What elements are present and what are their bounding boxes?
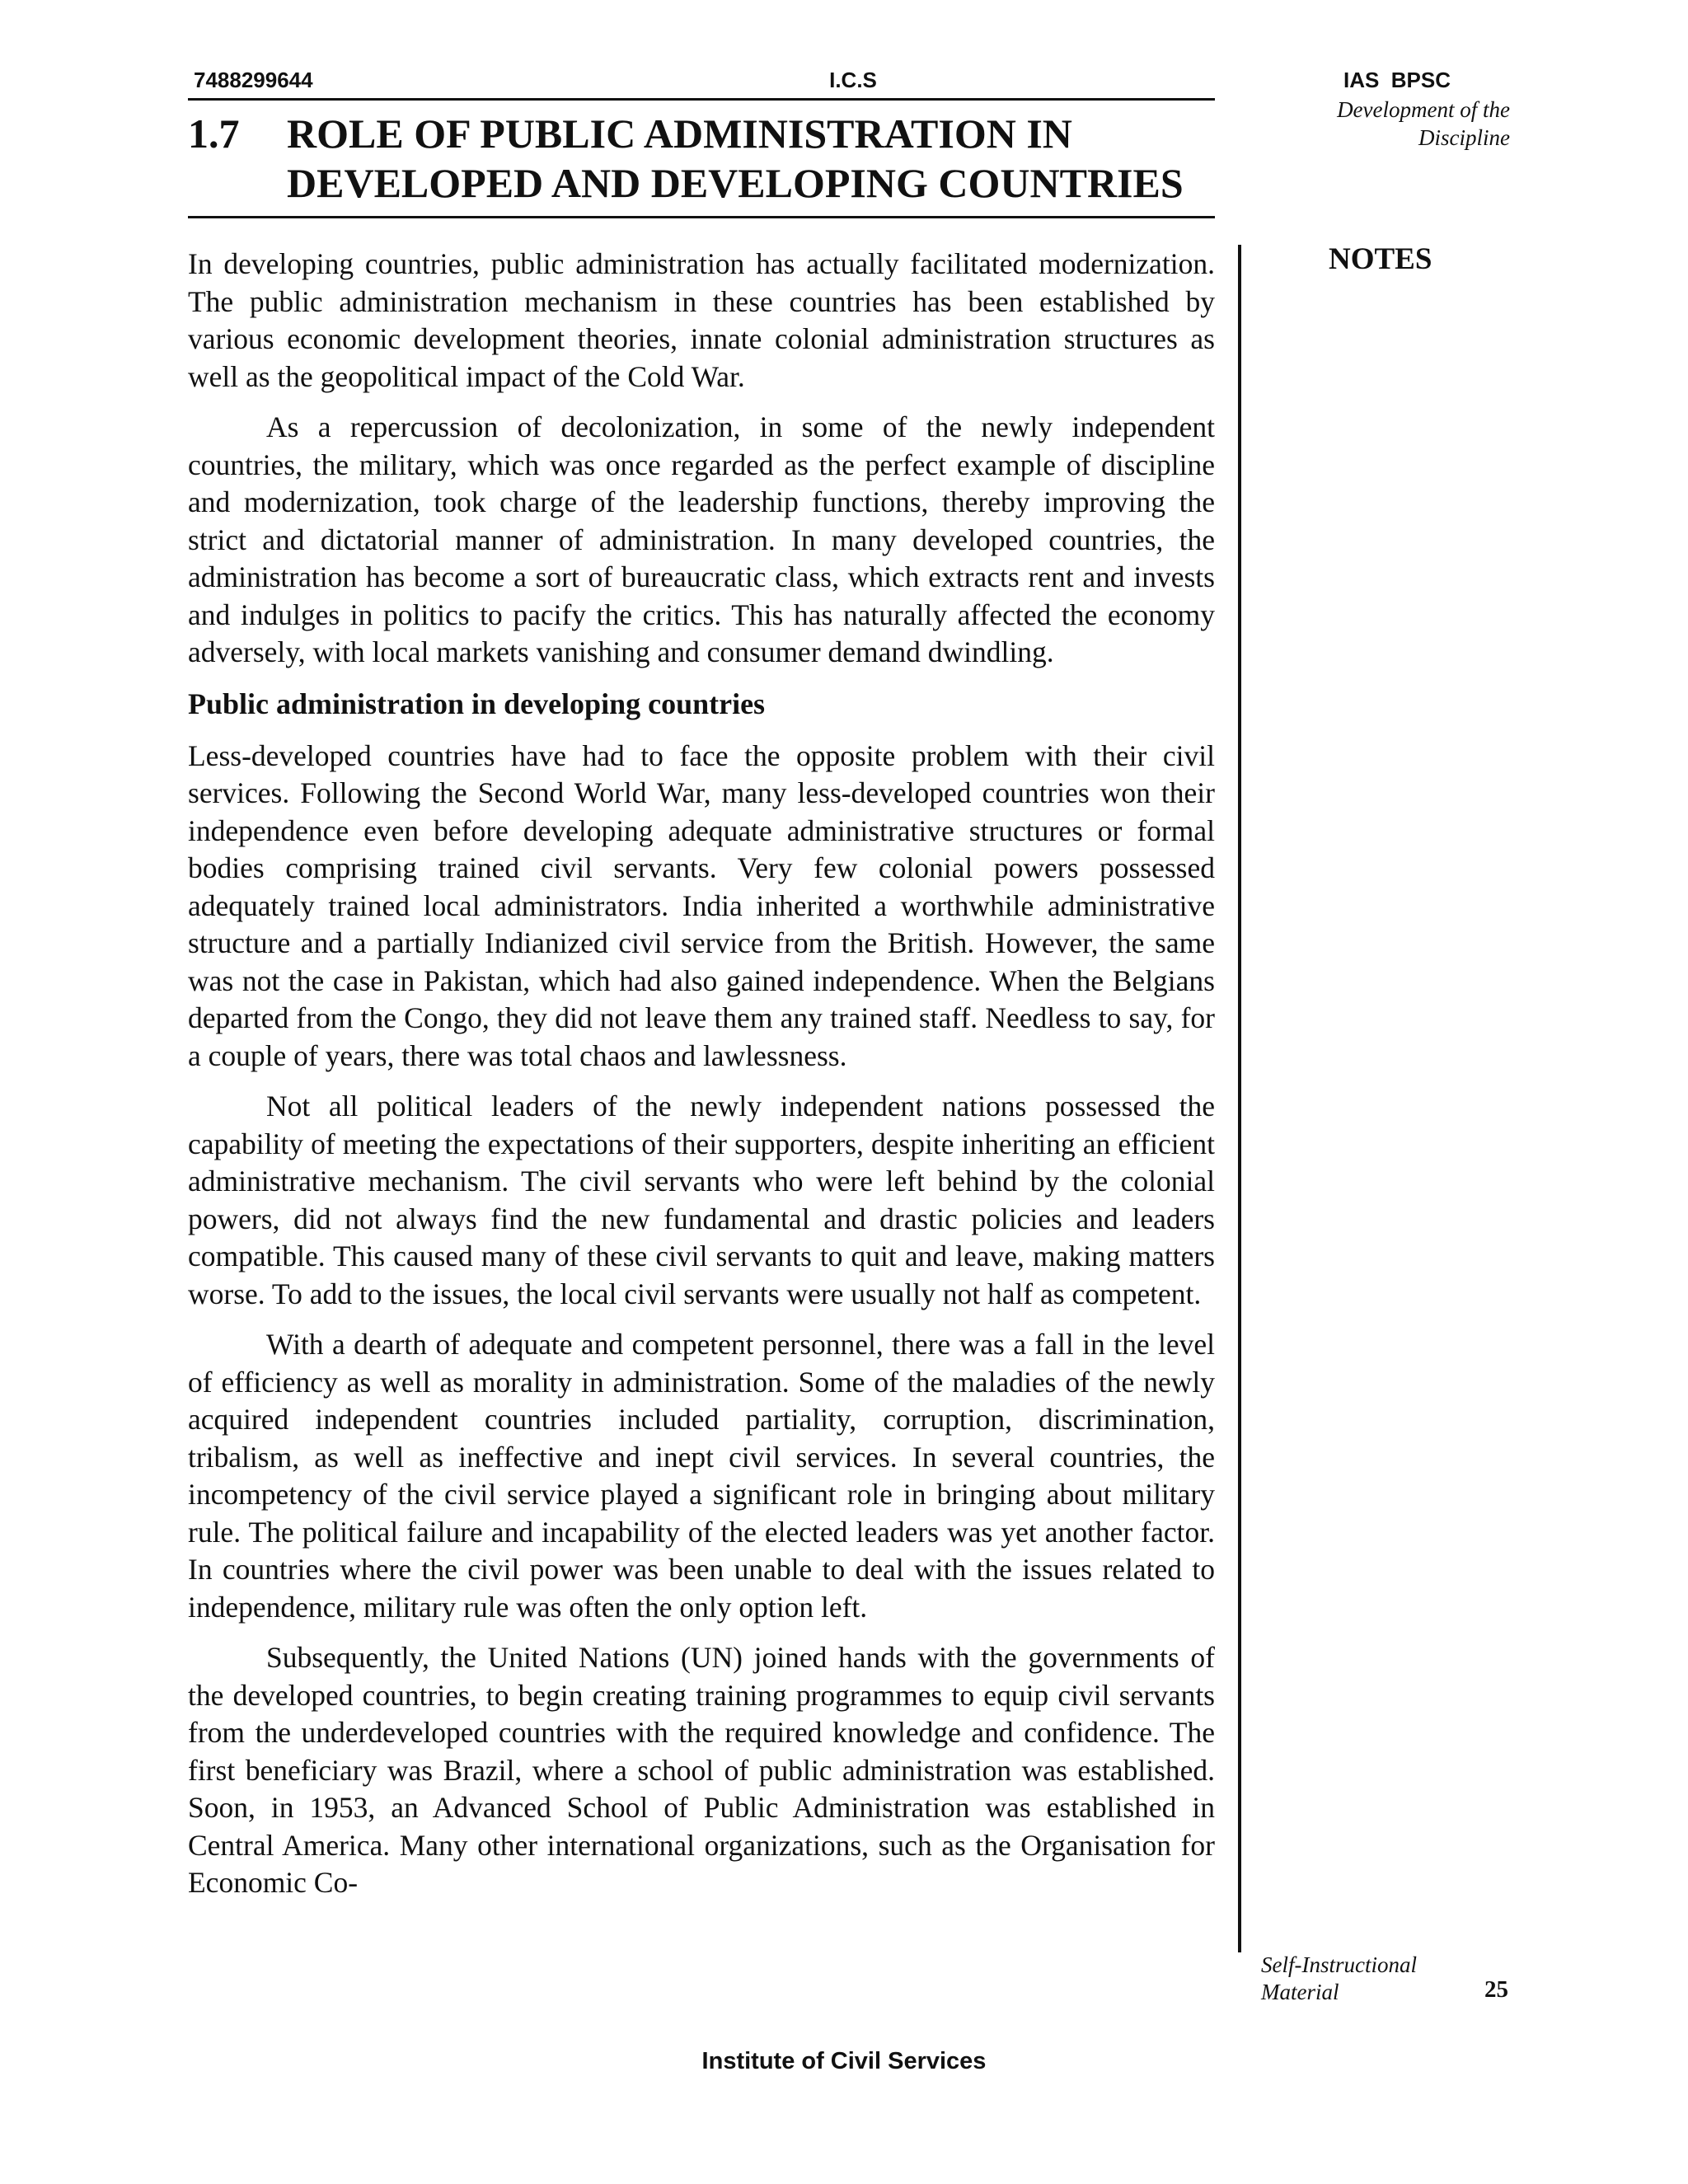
margin-chapter-title-line2: Discipline: [1418, 125, 1510, 150]
section-number: 1.7: [188, 110, 240, 157]
margin-footer-line2: Material: [1261, 1980, 1339, 2004]
header-rule: [188, 98, 1215, 101]
header-center-title: I.C.S: [829, 68, 877, 92]
section-title-text: [287, 109, 1218, 208]
title-rule: [188, 216, 1215, 218]
margin-divider: [1238, 245, 1241, 1952]
margin-footer: [1261, 1952, 1417, 2006]
paragraph-5: With a dearth of adequate and competent personnel, there was a fall in the level of efficiency as well as morality in administration. Some of the maladies of the newly acquired independent countries included partiality, corruption, discrimination, tribalism, as well as ineffective and inept civil services. In several countries, the incompetency of the civil service played a significant role in bringing about military rule. The political failure and incapability of the elected leaders was yet another factor. In countries where the civil power was been unable to deal with the issues related to independence, military rule was often the only option left.: [188, 1328, 1215, 1624]
paragraph-6: Subsequently, the United Nations (UN) joined hands with the governments of the developed countries, to begin creating training programmes to equip civil servants from the underdeveloped countries with the required knowledge and confidence. The first beneficiary was Brazil, where a school of public administration was established. Soon, in 1953, an Advanced School of Public Administration was established in Central America. Many other international organizations, such as the Organisation for Economic Co-: [188, 1641, 1215, 1899]
body-text: [188, 246, 1215, 1915]
margin-chapter-title-line1: Development of the: [1337, 97, 1510, 122]
margin-chapter-title: [1286, 96, 1510, 152]
paragraph-1: In developing countries, public administration has actually facilitated modernization. The public administration mechanism in these countries has been established by various economic development theories, innate colonial administration structures as well as the geopolitical impact of the Cold War.: [188, 247, 1215, 393]
footer-institute: Institute of Civil Services: [701, 2048, 987, 2074]
header-right-label: IAS BPSC: [1343, 68, 1451, 92]
section-title-line2: DEVELOPED AND DEVELOPING COUNTRIES: [287, 160, 1184, 206]
notes-heading: NOTES: [1329, 242, 1432, 276]
paragraph-2: As a repercussion of decolonization, in some of the newly independent countries, the military, which was once regarded as the perfect example of discipline and modernization, took charge of the leadership functions, thereby improving the strict and dictatorial manner of administration. In many developed countries, the administration has become a sort of bureaucratic class, which extracts rent and invests and indulges in politics to pacify the critics. This has naturally affected the economy adversely, with local markets vanishing and consumer demand dwindling.: [188, 410, 1215, 668]
paragraph-4: Not all political leaders of the newly independent nations possessed the capability of meeting the expectations of their supporters, despite inheriting an efficient administrative mechanism. The civil servants who were left behind by the colonial powers, did not always find the new fundamental and drastic policies and leaders compatible. This caused many of these civil servants to quit and leave, making matters worse. To add to the issues, the local civil servants were usually not half as competent.: [188, 1090, 1215, 1310]
header-phone: 7488299644: [194, 68, 313, 92]
margin-footer-line1: Self-Instructional: [1261, 1952, 1417, 1977]
subheading: Public administration in developing countries: [188, 687, 766, 720]
section-title-line1: ROLE OF PUBLIC ADMINISTRATION IN: [287, 110, 1072, 157]
paragraph-3: Less-developed countries have had to face the opposite problem with their civil services. Following the Second World War, many less-developed countries won their independence even before developing adequate administrative structures or formal bodies comprising trained civil servants. Very few colonial powers possessed adequately trained local administrators. India inherited a worthwhile administrative structure and a partially Indianized civil service from the British. However, the same was not the case in Pakistan, which had also gained independence. When the Belgians departed from the Congo, they did not leave them any trained staff. Needless to say, for a couple of years, there was total chaos and lawlessness.: [188, 738, 1215, 1072]
page-number: 25: [1484, 1976, 1508, 2003]
